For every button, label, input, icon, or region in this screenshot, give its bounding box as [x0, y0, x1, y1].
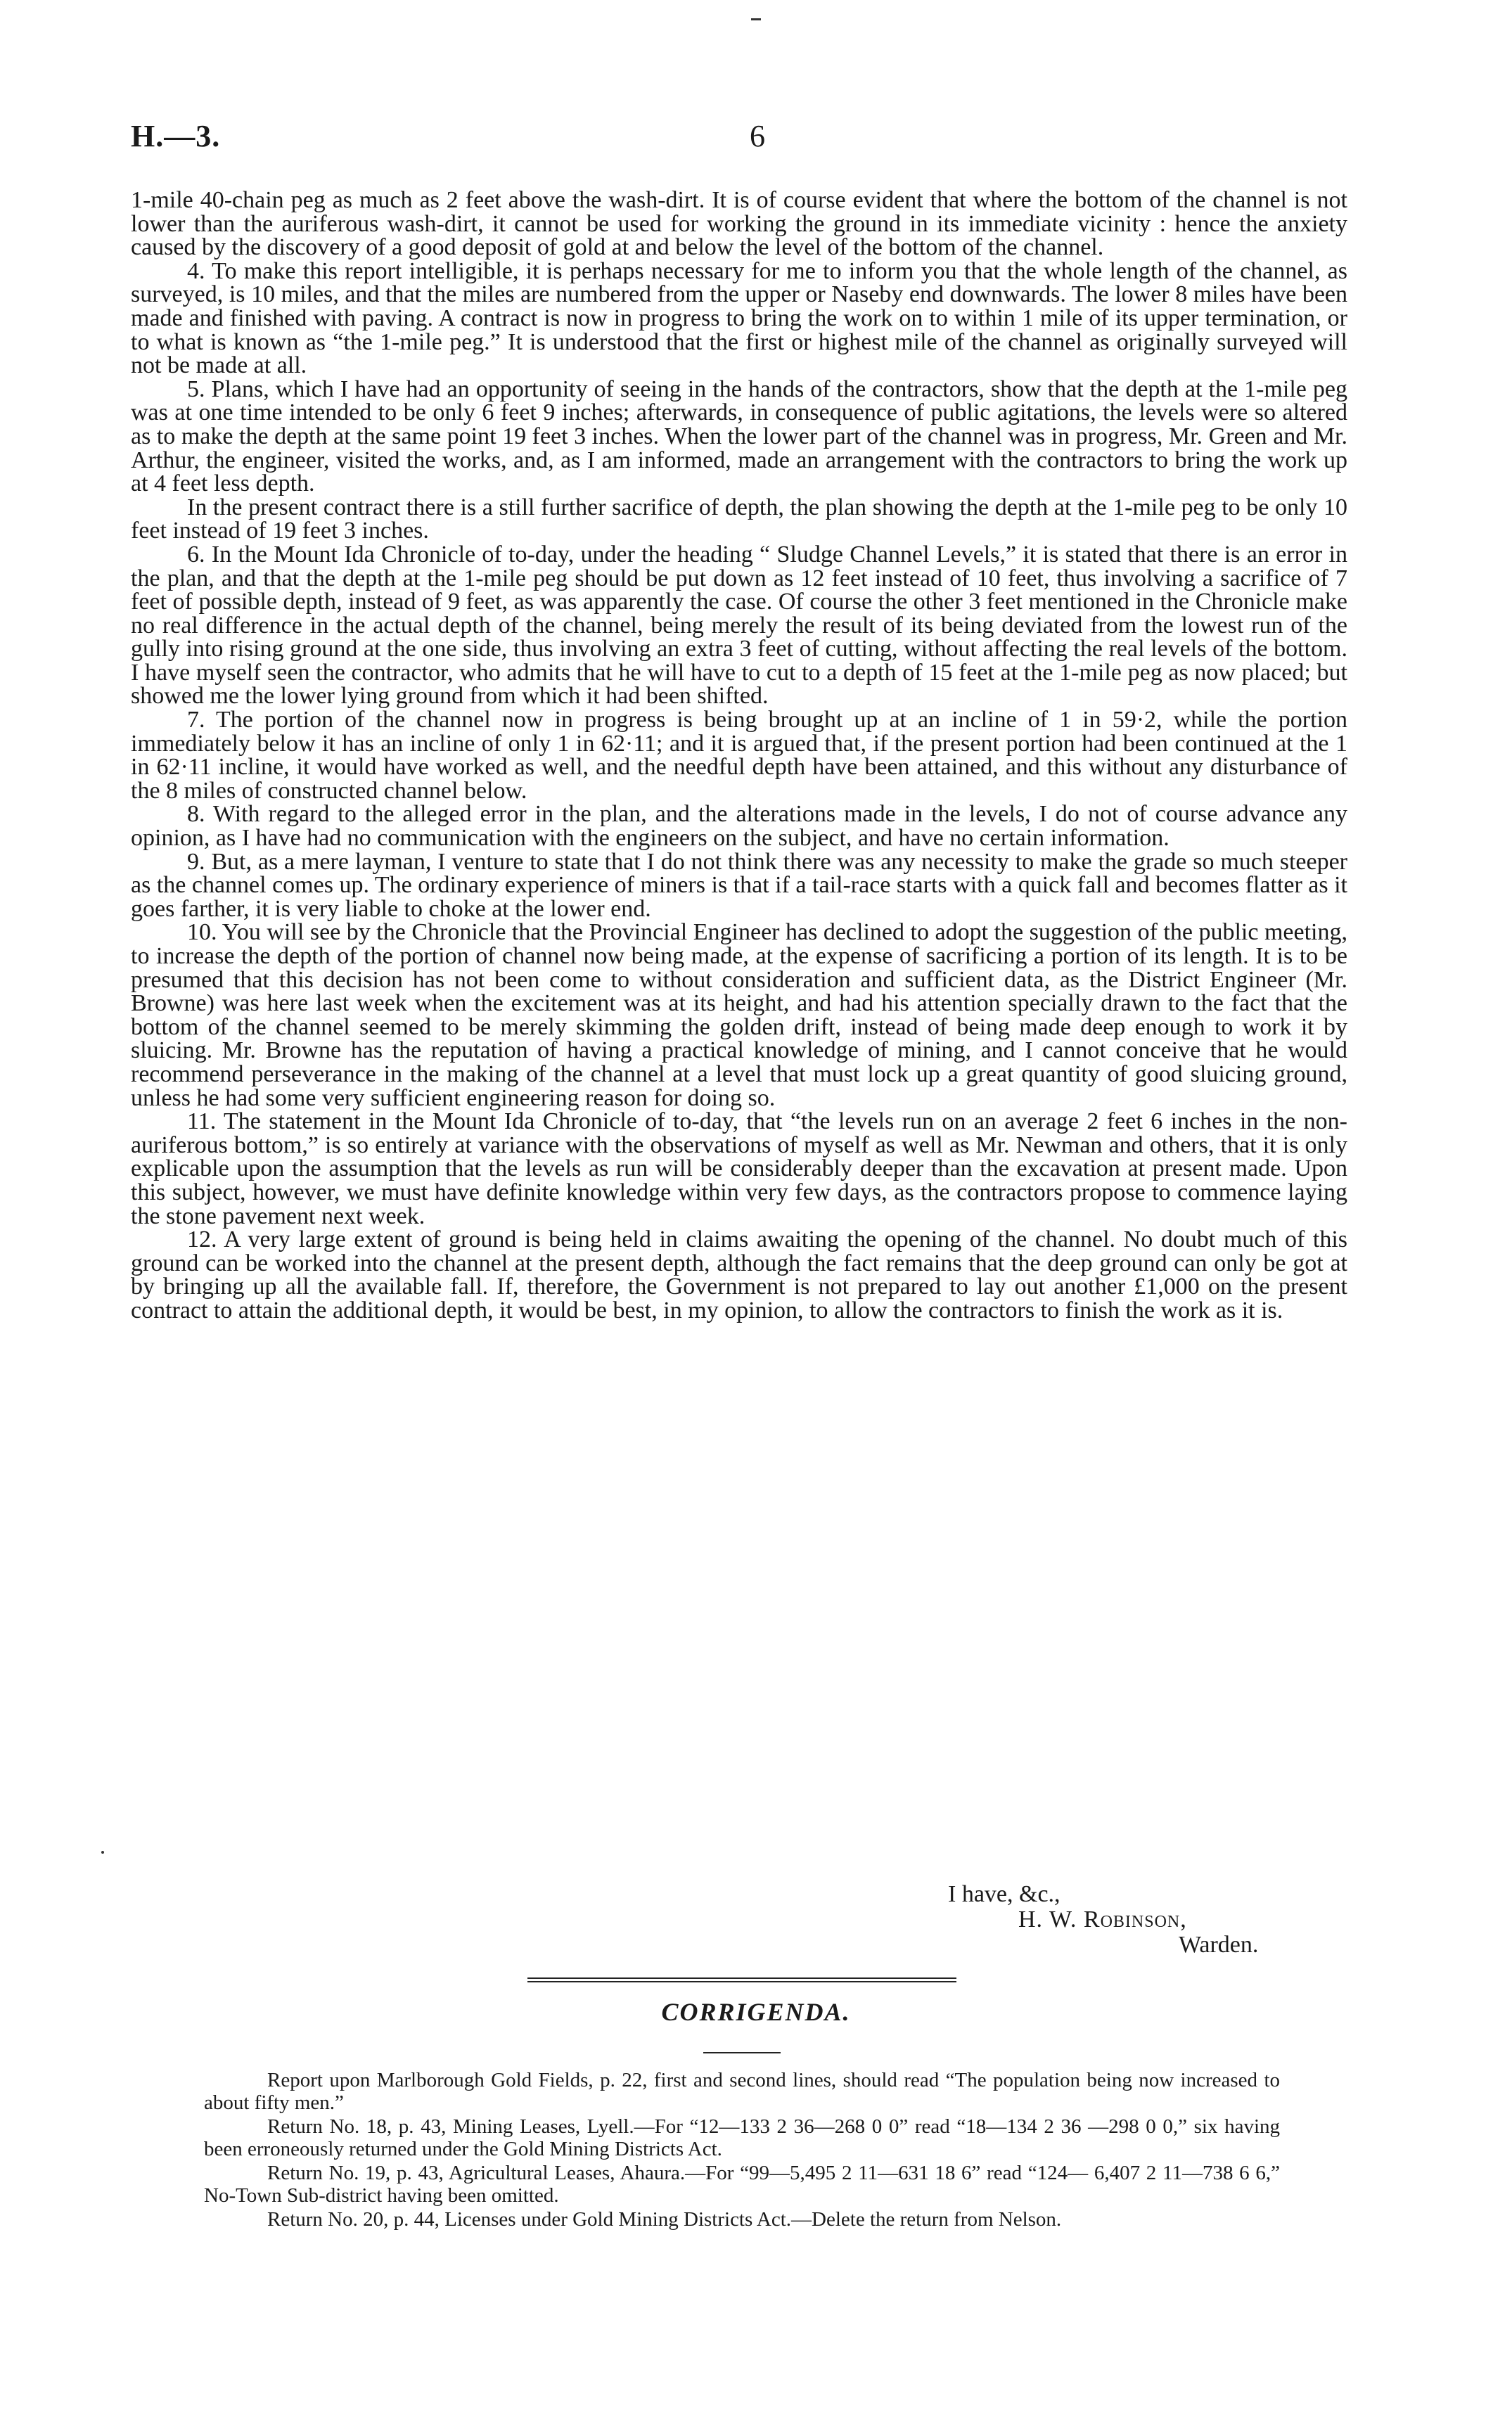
corrigenda-entry: Return No. 20, p. 44, Licenses under Gold Mining Districts Act.—Delete the return from Nelson. [267, 2208, 1062, 2231]
signature-block [131, 1882, 1347, 1958]
corrigenda-entry: Report upon Marlborough Gold Fields, p. 22, first and second lines, should read “The population being now increased to about fifty men.” [204, 2069, 1280, 2114]
signature-title: Warden. [1179, 1932, 1259, 1958]
document-id: H.—3. [131, 119, 221, 153]
corrigenda-heading: CORRIGENDA. [661, 1998, 851, 2026]
paragraph-11: 11. The statement in the Mount Ida Chronicle of to-day, that “the levels run on an average 2 feet 6 inches in the non-auriferous bottom,” is so entirely at variance with the observations of myself as well as Mr. Newman and others, that it is only explicable upon the assumption that the levels as run will be considerably deeper than the excavation at present made. Upon this subject, however, we must have definite knowledge within very few days, as the contractors propose to commence laying the stone pavement next week. [131, 1108, 1347, 1229]
print-mark [751, 18, 761, 20]
paragraph-10: 10. You will see by the Chronicle that the Provincial Engineer has declined to adopt the suggestion of the public meeting, to increase the depth of the portion of channel now being made, at the expense of sacrificing a portion of its length. It is to be presumed that this decision has not been come to without consideration and sufficient data, as the District Engineer (Mr. Browne) was here last week when the excitement was at its height, and had his attention specially drawn to the fact that the bottom of the channel seemed to be merely skimming the golden drift, instead of being made deep enough to work it by sluicing. Mr. Browne has the reputation of having a practical knowledge of mining, and I cannot conceive that he would recommend perseverance in the making of the channel at a level that must lock up a great quantity of good sluicing ground, unless he had some very sufficient engineering reason for doing so. [131, 919, 1347, 1111]
paragraph-7: 7. The portion of the channel now in progress is being brought up at an incline of 1 in 59·2, while the portion immediately below it has an incline of only 1 in 62·11; and it is argued that, if the present portion had been continued at the 1 in 62·11 incline, it would have worked as well, and the needful depth have been attained, and this without any disturbance of the 8 miles of constructed channel below. [131, 707, 1347, 804]
paragraph-12: 12. A very large extent of ground is being held in claims awaiting the opening of the channel. No doubt much of this ground can be worked into the channel at the present depth, although the fact remains that the deep ground can only be got at by bringing up all the available fall. If, therefore, the Government is not prepared to lay out another £1,000 on the present contract to attain the additional depth, it would be best, in my opinion, to allow the contractors to finish the work as it is. [131, 1226, 1347, 1323]
paragraph-8: 8. With regard to the alleged error in the plan, and the alterations made in the levels, I do not of course advance any opinion, as I have had no communication with the engineers on the subject, and have no certain information. [131, 801, 1347, 852]
section-divider [527, 1977, 956, 1982]
report-body [131, 188, 1347, 1323]
paragraph-9: 9. But, as a mere layman, I venture to state that I do not think there was any necessity to make the grade so much steeper as the channel comes up. The ordinary experience of miners is that if a tail-race starts with a quick fall and becomes flatter as it goes farther, it is very liable to choke at the lower end. [131, 848, 1347, 922]
corrigenda-list [204, 2069, 1280, 2232]
signature-closing: I have, &c., [948, 1881, 1061, 1907]
margin-speck [101, 1851, 104, 1854]
paragraph-6: 6. In the Mount Ida Chronicle of to-day, under the heading “ Sludge Channel Levels,” it is stated that there is an error in the plan, and that the depth at the 1-mile peg should be put down as 12 feet instead of 10 feet, thus involving a sacrifice of 7 feet of possible depth, instead of 9 feet, as was apparently the case. Of course the other 3 feet mentioned in the Chronicle make no real difference in the actual depth of the channel, being merely the result of its being deviated from the lowest run of the gully into rising ground at the one side, thus involving an extra 3 feet of cutting, without affecting the real levels of the bottom. I have myself seen the contractor, who admits that he will have to cut to a depth of 15 feet at the 1-mile peg as now placed; but showed me the lower lying ground from which it had been shifted. [131, 541, 1347, 710]
page-number: 6 [750, 119, 765, 153]
paragraph-5-continued: In the present contract there is a still further sacrifice of depth, the plan showing the depth at the 1-mile peg to be only 10 feet instead of 19 feet 3 inches. [131, 494, 1347, 544]
heading-rule [703, 2052, 781, 2053]
signature-name: H. W. Robinson, [1018, 1906, 1187, 1932]
paragraph-continuation: 1-mile 40-chain peg as much as 2 feet above the wash-dirt. It is of course evident that where the bottom of the channel is not lower than the auriferous wash-dirt, it cannot be used for working the ground in its immediate vicinity : hence the anxiety caused by the discovery of a good deposit of gold at and below the level of the bottom of the channel. [131, 187, 1347, 261]
paragraph-5: 5. Plans, which I have had an opportunity of seeing in the hands of the contractors, show that the depth at the 1-mile peg was at one time intended to be only 6 feet 9 inches; afterwards, in consequence of public agitations, the levels were so altered as to make the depth at the same point 19 feet 3 inches. When the lower part of the channel was in progress, Mr. Green and Mr. Arthur, the engineer, visited the works, and, as I am informed, made an arrangement with the contractors to bring the work up at 4 feet less depth. [131, 376, 1347, 497]
page-header [131, 118, 1381, 160]
paragraph-4: 4. To make this report intelligible, it is perhaps necessary for me to inform you that the whole length of the channel, as surveyed, is 10 miles, and that the miles are numbered from the upper or Naseby end downwards. The lower 8 miles have been made and finished with paving. A contract is now in progress to bring the work on to within 1 mile of its upper termination, or to what is known as “the 1-mile peg.” It is understood that the first or highest mile of the channel as originally surveyed will not be made at all. [131, 257, 1347, 379]
corrigenda-entry: Return No. 18, p. 43, Mining Leases, Lyell.—For “12—133 2 36—268 0 0” read “18—134 2 36 —298 0 0,” six having been erroneously returned under the Gold Mining Districts Act. [204, 2115, 1280, 2160]
corrigenda-entry: Return No. 19, p. 43, Agricultural Leases, Ahaura.—For “99—5,495 2 11—631 18 6” read “124— 6,407 2 11—738 6 6,” No-Town Sub-district having been omitted. [204, 2162, 1280, 2207]
